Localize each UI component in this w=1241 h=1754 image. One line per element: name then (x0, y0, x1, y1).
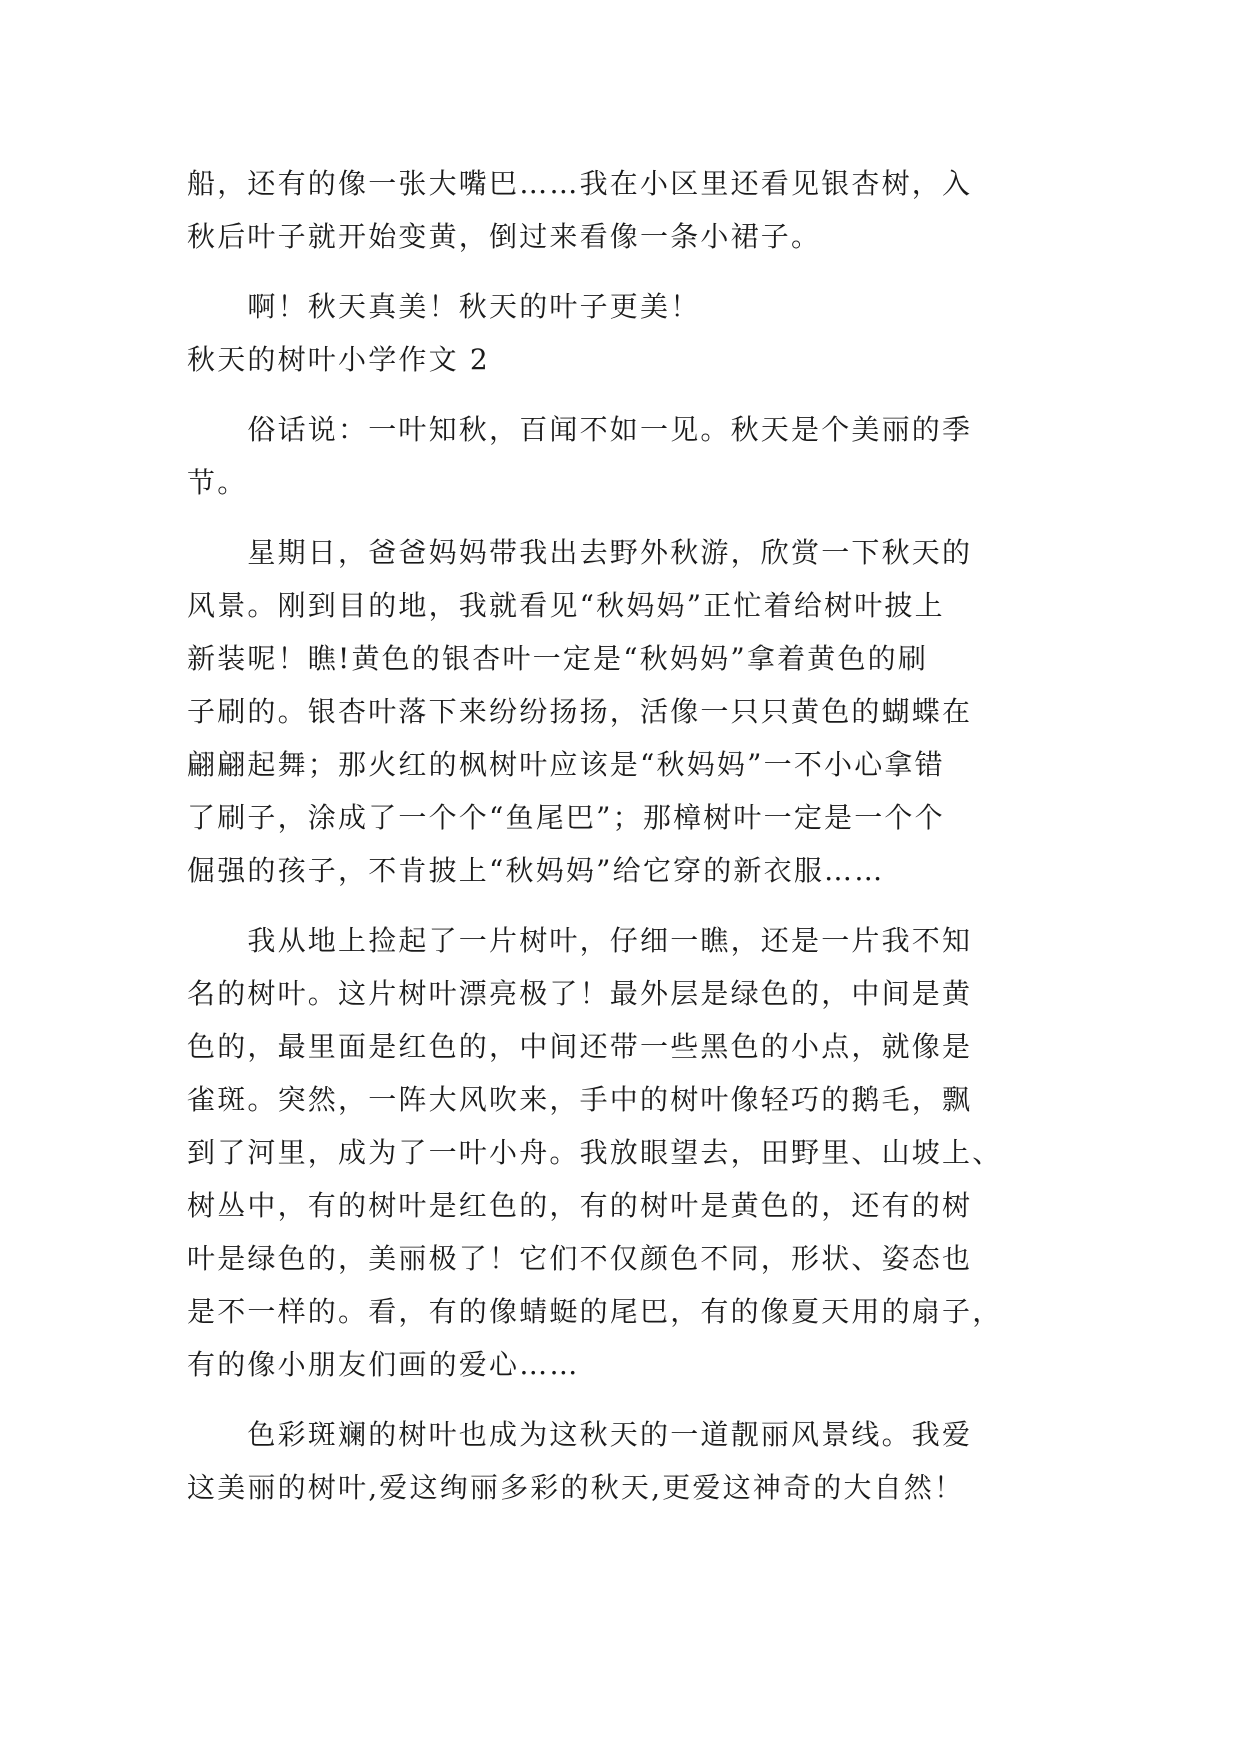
body-line: 倔强的孩子，不肯披上“秋妈妈”给它穿的新衣服…… (187, 854, 885, 887)
body-line: 名的树叶。这片树叶漂亮极了！最外层是绿色的，中间是黄 (187, 977, 973, 1010)
body-line: 风景。刚到目的地，我就看见“秋妈妈”正忙着给树叶披上 (187, 589, 945, 622)
body-line: 树丛中，有的树叶是红色的，有的树叶是黄色的，还有的树 (187, 1189, 973, 1222)
body-line: 到了河里，成为了一叶小舟。我放眼望去，田野里、山坡上、 (187, 1136, 1003, 1169)
paragraph-gap (187, 1391, 1053, 1408)
body-line: 秋后叶子就开始变黄，倒过来看像一条小裙子。 (187, 220, 822, 253)
body-line: 了刷子，涂成了一个个“鱼尾巴”；那樟树叶一定是一个个 (187, 801, 945, 834)
body-line: 翩翩起舞；那火红的枫树叶应该是“秋妈妈”一不小心拿错 (187, 748, 945, 781)
body-line: 有的像小朋友们画的爱心…… (187, 1348, 580, 1381)
body-line: 新装呢！瞧!黄色的银杏叶一定是“秋妈妈”拿着黄色的刷 (187, 642, 929, 675)
closing-line: 啊！秋天真美！秋天的叶子更美！ (187, 290, 701, 323)
body-line: 是不一样的。看，有的像蜻蜓的尾巴，有的像夏天用的扇子， (187, 1295, 1003, 1328)
body-line: 我从地上捡起了一片树叶，仔细一瞧，还是一片我不知 (187, 924, 973, 957)
essay-title: 秋天的树叶小学作文 2 (187, 343, 490, 376)
body-line: 叶是绿色的，美丽极了！它们不仅颜色不同，形状、姿态也 (187, 1242, 973, 1275)
body-line: 雀斑。突然，一阵大风吹来，手中的树叶像轻巧的鹅毛，飘 (187, 1083, 973, 1116)
paragraph-gap (187, 386, 1053, 403)
body-line: 船，还有的像一张大嘴巴……我在小区里还看见银杏树，入 (187, 167, 973, 200)
body-line: 星期日，爸爸妈妈带我出去野外秋游，欣赏一下秋天的 (187, 536, 973, 569)
body-line: 俗话说：一叶知秋，百闻不如一见。秋天是个美丽的季 (187, 413, 973, 446)
body-line: 色的，最里面是红色的，中间还带一些黑色的小点，就像是 (187, 1030, 973, 1063)
document-body (187, 157, 1053, 1514)
body-line: 色彩斑斓的树叶也成为这秋天的一道靓丽风景线。我爱 (187, 1418, 973, 1451)
paragraph-gap (187, 509, 1053, 526)
paragraph-gap (187, 263, 1053, 280)
body-line: 这美丽的树叶,爱这绚丽多彩的秋天,更爱这神奇的大自然！ (187, 1471, 965, 1504)
paragraph-gap (187, 897, 1053, 914)
body-line: 节。 (187, 466, 248, 499)
body-line: 子刷的。银杏叶落下来纷纷扬扬，活像一只只黄色的蝴蝶在 (187, 695, 973, 728)
